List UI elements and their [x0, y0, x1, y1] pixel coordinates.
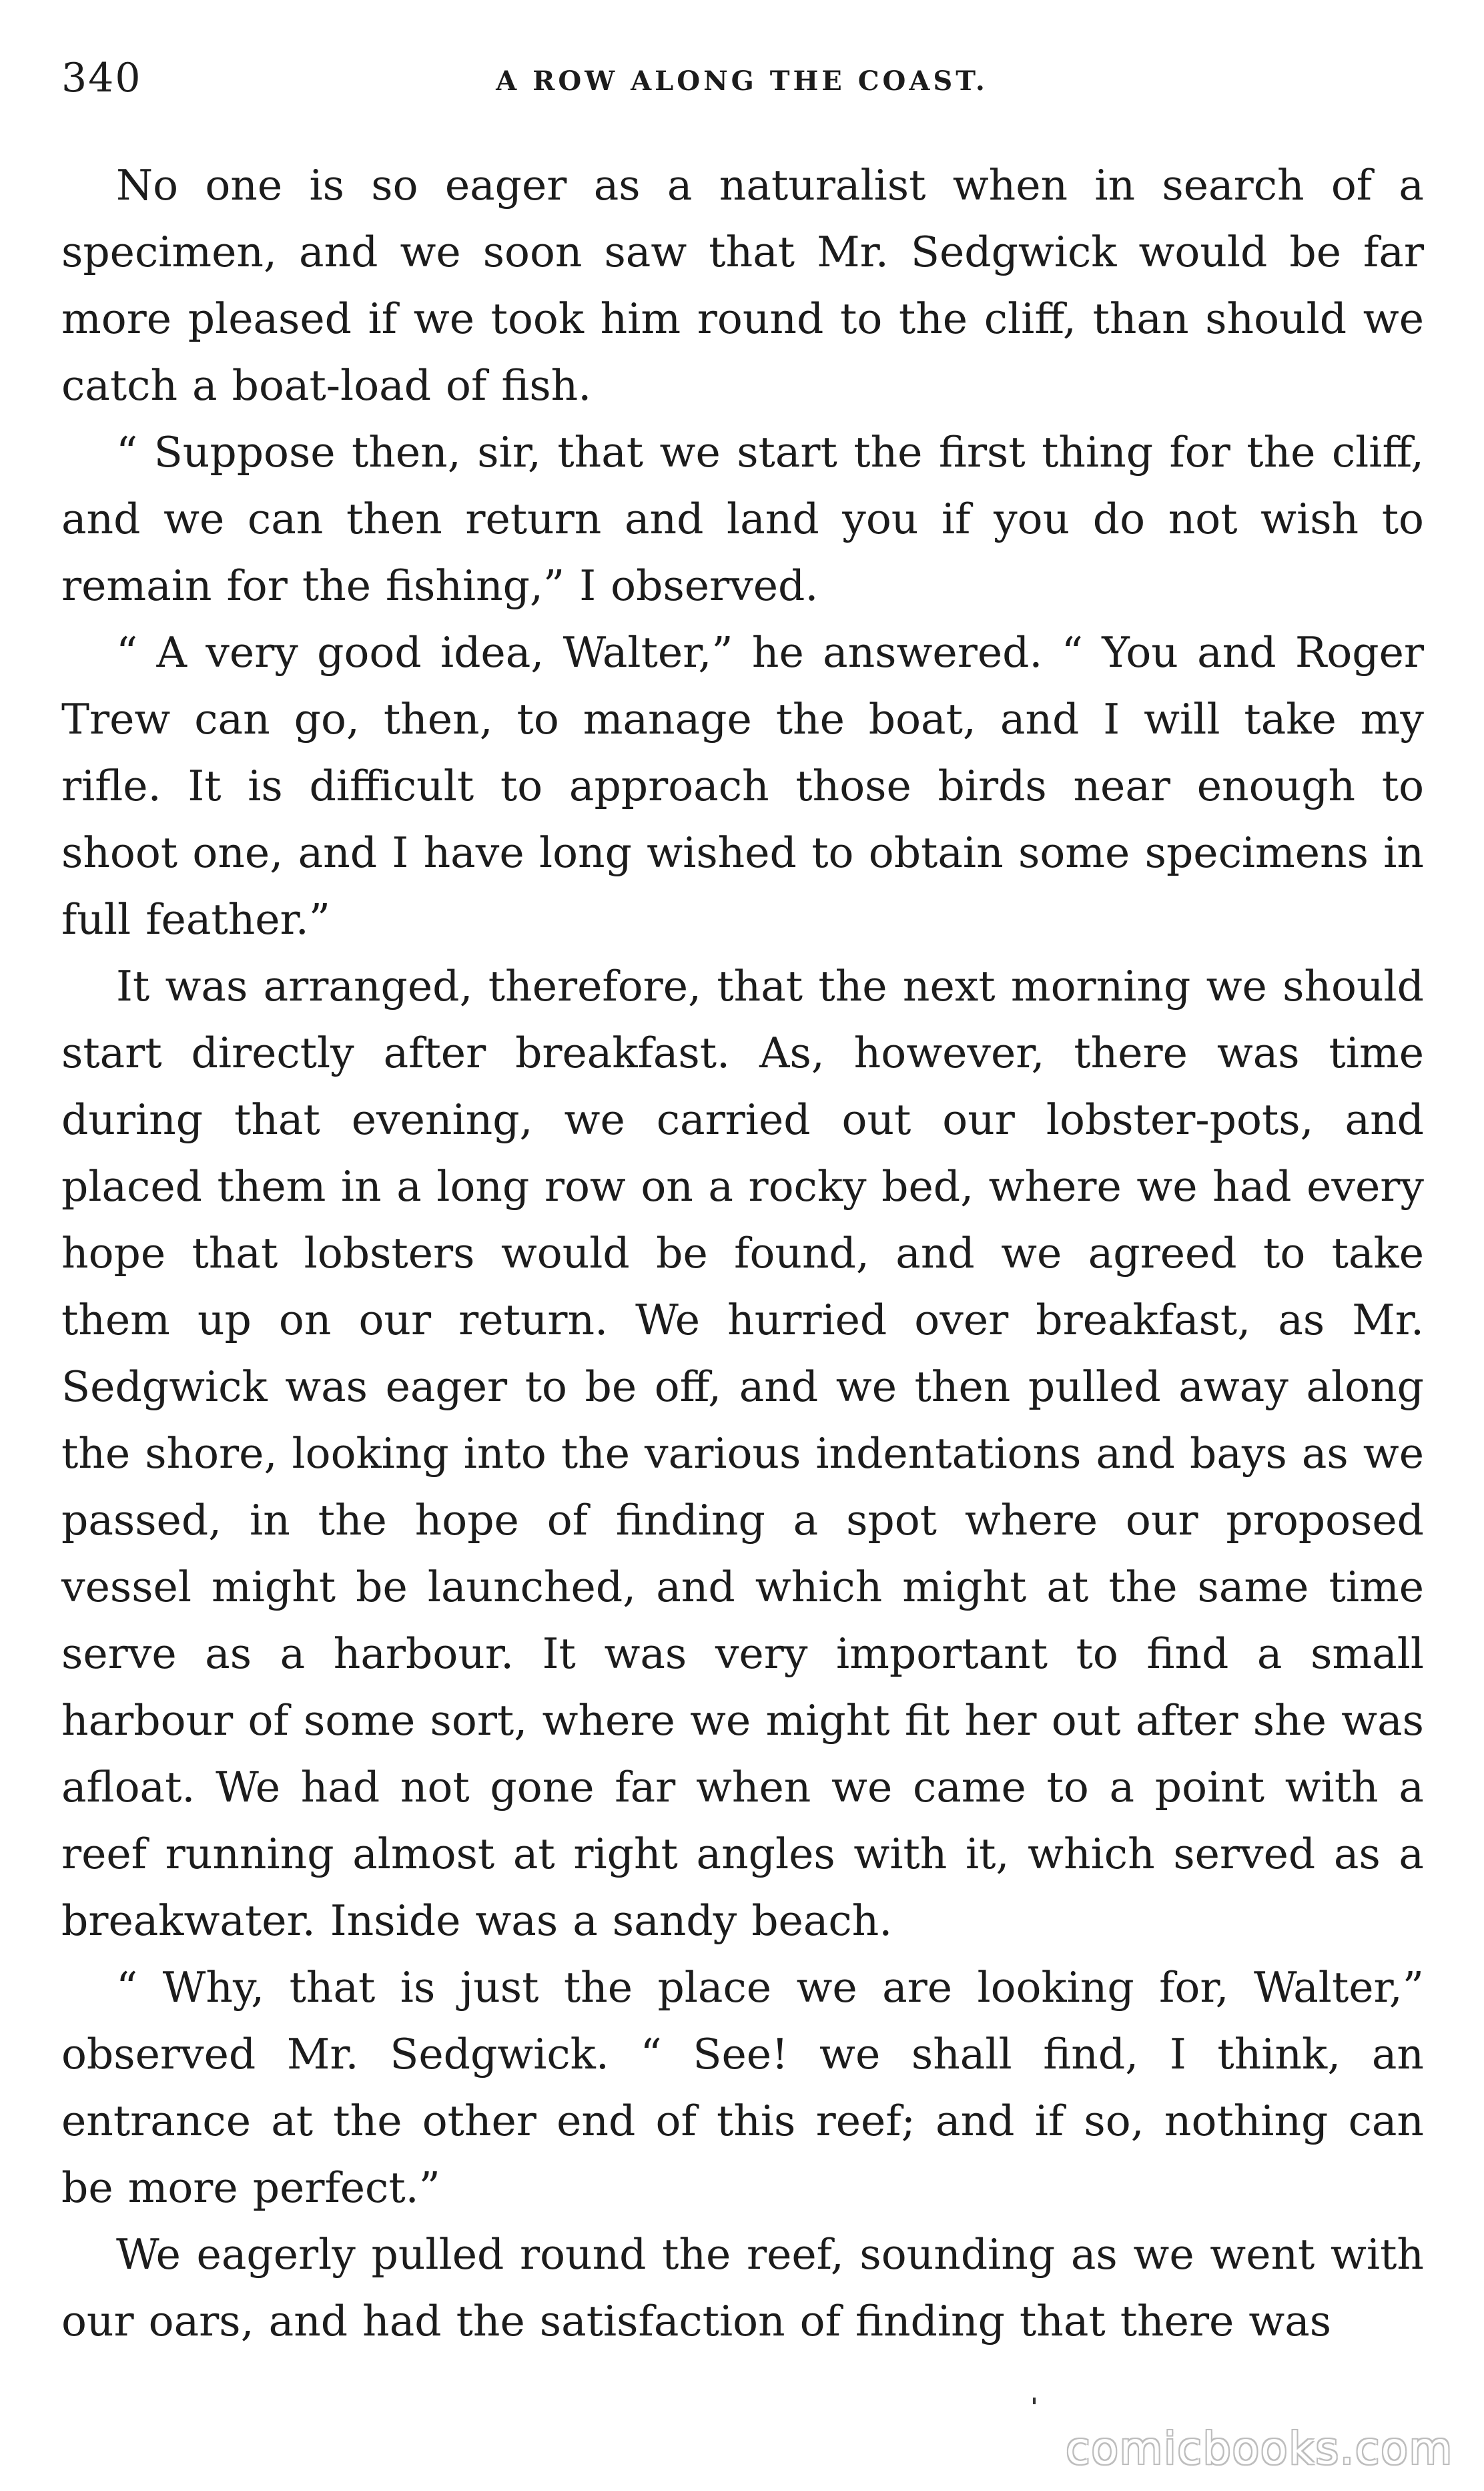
running-title: A ROW ALONG THE COAST. [496, 65, 988, 97]
body-text [61, 152, 1424, 2355]
paragraph: “ A very good idea, Walter,” he answered. “ You and Roger Trew can go, then, to manage the boat, and I will take my rifle. It is difficult to approach those birds near enough to shoot one, and I have long wished to obtain some specimens in full feather.” [61, 628, 1424, 944]
paragraph: It was arranged, therefore, that the next morning we should start directly after breakfast. As, however, there was time during that evening, we carried out our lobster-pots, and placed them in a long row on a rocky bed, where we had every hope that lobsters would be found, and we agreed to take them up on our return. We hurried over breakfast, as Mr. Sedgwick was eager to be off, and we then pulled away along the shore, looking into the various indentations and bays as we passed, in the hope of finding a spot where our proposed vessel might be launched, and which might at the same time serve as a harbour. It was very important to find a small harbour of some sort, where we might fit her out after she was afloat. We had not gone far when we came to a point with a reef running almost at right angles with it, which served as a breakwater. Inside was a sandy beach. [61, 962, 1424, 1945]
paragraph: “ Suppose then, sir, that we start the first thing for the cliff, and we can then return and land you if you do not wish to remain for the fishing,” I observed. [61, 428, 1424, 610]
paragraph: No one is so eager as a naturalist when in search of a specimen, and we soon saw that Mr. Sedgwick would be far more pleased if we took him round to the cliff, than should we catch a boat-load of fish. [61, 161, 1424, 410]
watermark: comicbooks.com [1066, 2423, 1453, 2474]
page-number: 340 [61, 55, 142, 101]
print-mark [1033, 2398, 1036, 2404]
paragraph: “ Why, that is just the place we are looking for, Walter,” observed Mr. Sedgwick. “ See! we shall find, I think, an entrance at the other end of this reef; and if so, nothing can be more perfect.” [61, 1963, 1424, 2212]
paragraph: We eagerly pulled round the reef, sounding as we went with our oars, and had the satisfaction of finding that there was [61, 2230, 1424, 2345]
